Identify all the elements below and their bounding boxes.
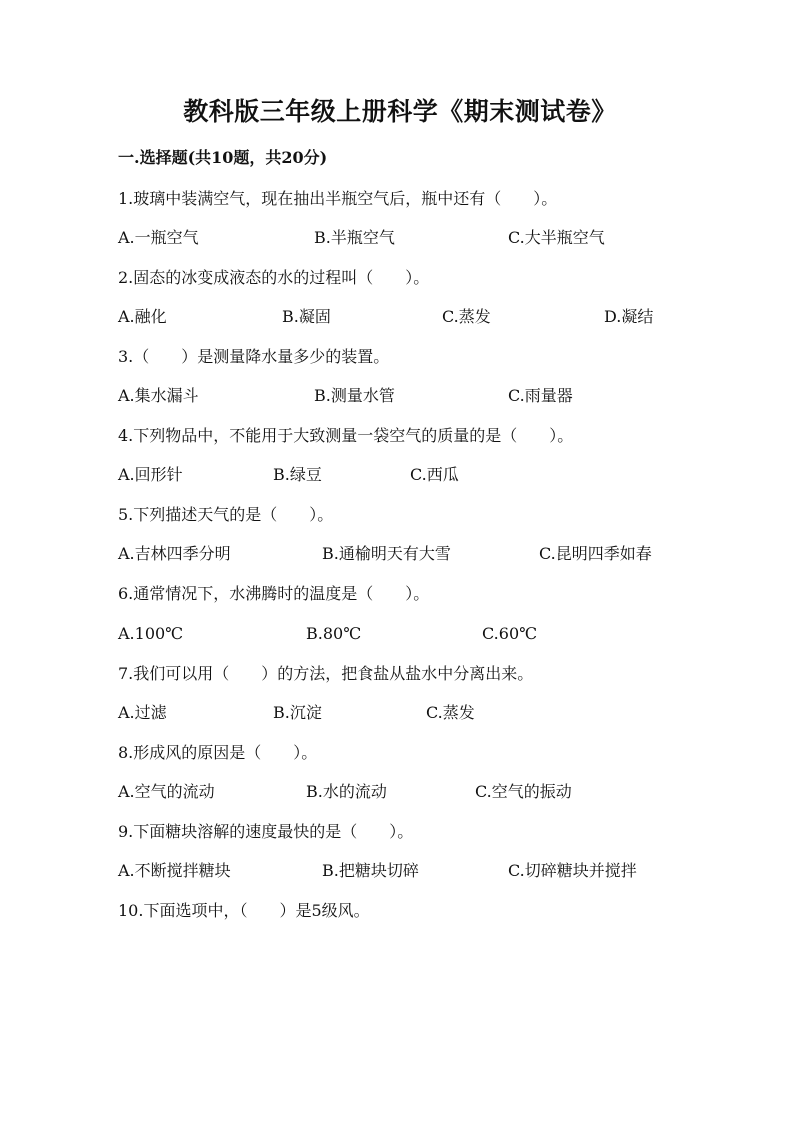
- question-3: 3.（ ）是测量降水量多少的装置。: [118, 347, 390, 366]
- question-2-options: [118, 305, 698, 329]
- question-10: 10.下面选项中，（ ）是5级风。: [118, 901, 370, 920]
- option-a: A.回形针: [118, 465, 183, 484]
- question-5-options: [118, 542, 698, 566]
- option-b: B.凝固: [282, 307, 331, 326]
- option-c: C.蒸发: [442, 307, 491, 326]
- option-b: B.沉淀: [273, 703, 322, 722]
- question-8: 8.形成风的原因是（ ）。: [118, 743, 318, 762]
- question-3-options: [118, 384, 698, 408]
- option-a: A.空气的流动: [118, 782, 215, 801]
- question-9: 9.下面糖块溶解的速度最快的是（ ）。: [118, 822, 414, 841]
- question-4: 4.下列物品中，不能用于大致测量一袋空气的质量的是（ ）。: [118, 426, 574, 445]
- page-title: 教科版三年级上册科学《期末测试卷》: [183, 97, 617, 126]
- option-b: B.把糖块切碎: [322, 861, 419, 880]
- option-c: C.切碎糖块并搅拌: [508, 861, 637, 880]
- option-c: C.60℃: [482, 624, 538, 643]
- option-c: C.昆明四季如春: [539, 544, 652, 563]
- option-b: B.水的流动: [306, 782, 387, 801]
- option-a: A.一瓶空气: [118, 228, 199, 247]
- question-1-options: [118, 226, 698, 250]
- option-b: B.80℃: [306, 624, 362, 643]
- question-1: 1.玻璃中装满空气，现在抽出半瓶空气后，瓶中还有（ ）。: [118, 189, 558, 208]
- option-c: C.蒸发: [426, 703, 475, 722]
- section-heading: 一.选择题(共10题，共20分): [118, 148, 328, 167]
- option-d: D.凝结: [604, 307, 654, 326]
- question-6: 6.通常情况下，水沸腾时的温度是（ ）。: [118, 584, 430, 603]
- question-4-options: [118, 463, 698, 487]
- option-a: A.融化: [118, 307, 167, 326]
- option-c: C.空气的振动: [475, 782, 572, 801]
- option-a: A.集水漏斗: [118, 386, 199, 405]
- option-a: A.不断搅拌糖块: [118, 861, 231, 880]
- question-7: 7.我们可以用（ ）的方法，把食盐从盐水中分离出来。: [118, 664, 534, 683]
- option-c: C.大半瓶空气: [508, 228, 605, 247]
- question-2: 2.固态的冰变成液态的水的过程叫（ ）。: [118, 268, 430, 287]
- question-6-options: [118, 622, 698, 646]
- option-c: C.雨量器: [508, 386, 573, 405]
- option-a: A.100℃: [118, 624, 184, 643]
- option-c: C.西瓜: [410, 465, 459, 484]
- question-9-options: [118, 859, 698, 883]
- question-5: 5.下列描述天气的是（ ）。: [118, 505, 334, 524]
- option-b: B.通榆明天有大雪: [322, 544, 451, 563]
- question-7-options: [118, 701, 698, 725]
- option-b: B.绿豆: [273, 465, 322, 484]
- option-b: B.半瓶空气: [314, 228, 395, 247]
- option-a: A.过滤: [118, 703, 167, 722]
- question-8-options: [118, 780, 698, 804]
- option-b: B.测量水管: [314, 386, 395, 405]
- option-a: A.吉林四季分明: [118, 544, 231, 563]
